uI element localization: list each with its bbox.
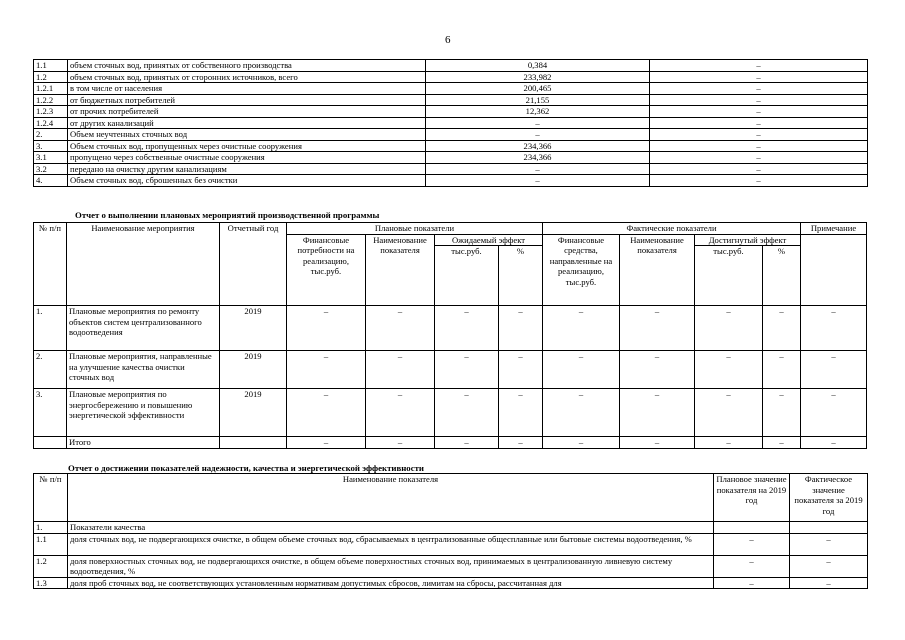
- col-achieved: Достигнутый эффект: [695, 234, 801, 246]
- row-fact-value: –: [650, 71, 868, 83]
- table-row: [34, 117, 868, 129]
- row-num: [34, 437, 67, 449]
- row-num: 4.: [34, 175, 68, 187]
- row-name: в том числе от населения: [68, 83, 426, 95]
- row-dash: –: [366, 437, 435, 449]
- table-row: [34, 351, 867, 389]
- row-fact-value: –: [650, 94, 868, 106]
- row-year: 2019: [220, 306, 287, 351]
- row-num: 3.2: [34, 163, 68, 175]
- row-dash: –: [499, 351, 543, 389]
- col-ind-name-2: Наименование показателя: [620, 234, 695, 306]
- row-num: 1.1: [34, 533, 68, 555]
- row-plan-value: [714, 522, 790, 534]
- row-dash: –: [695, 306, 763, 351]
- table-row: [34, 522, 868, 534]
- row-dash: –: [801, 437, 867, 449]
- row-year: 2019: [220, 351, 287, 389]
- table-row: [34, 577, 868, 589]
- row-fact-value: [790, 522, 868, 534]
- row-num: 1.1: [34, 60, 68, 72]
- row-plan-value: –: [714, 533, 790, 555]
- row-dash: –: [695, 351, 763, 389]
- col-expected: Ожидаемый эффект: [435, 234, 543, 246]
- col-name: Наименование мероприятия: [67, 223, 220, 306]
- table-row: [34, 83, 868, 95]
- row-name: Плановые мероприятия, направленные на улучшение качества очистки сточных вод: [67, 351, 220, 389]
- col-achieved-pct: %: [763, 246, 801, 306]
- col-num: № п/п: [34, 474, 68, 522]
- table-row: [34, 106, 868, 118]
- row-plan-value: 0,384: [426, 60, 650, 72]
- row-year: 2019: [220, 389, 287, 437]
- row-num: 1.2.2: [34, 94, 68, 106]
- row-dash: –: [801, 351, 867, 389]
- row-plan-value: 233,982: [426, 71, 650, 83]
- row-name: от бюджетных потребителей: [68, 94, 426, 106]
- table-row: [34, 555, 868, 577]
- row-fact-value: –: [790, 577, 868, 589]
- col-name: Наименование показателя: [68, 474, 714, 522]
- row-dash: –: [763, 437, 801, 449]
- row-num: 1.2.1: [34, 83, 68, 95]
- row-num: 1.2: [34, 555, 68, 577]
- col-note: Примечание: [801, 223, 867, 235]
- row-plan-value: –: [426, 163, 650, 175]
- row-dash: –: [366, 306, 435, 351]
- col-num: № п/п: [34, 223, 67, 306]
- col-year: Отчетный год: [220, 223, 287, 306]
- row-fact-value: –: [650, 175, 868, 187]
- row-plan-value: –: [426, 129, 650, 141]
- row-plan-value: –: [426, 117, 650, 129]
- row-name: Объем сточных вод, пропущенных через очистные сооружения: [68, 140, 426, 152]
- col-note-empty: [801, 234, 867, 306]
- row-fact-value: –: [650, 83, 868, 95]
- program-title: Отчет о выполнении плановых мероприятий производственной программы: [75, 210, 380, 220]
- table-row: [34, 306, 867, 351]
- row-year: [220, 437, 287, 449]
- table-row: [34, 60, 868, 72]
- row-dash: –: [695, 389, 763, 437]
- reliability-table: [33, 473, 868, 589]
- row-dash: –: [620, 306, 695, 351]
- row-num: 1.2.3: [34, 106, 68, 118]
- row-name: пропущено через собственные очистные сооружения: [68, 152, 426, 164]
- volumes-table: [33, 59, 868, 187]
- row-num: 3.: [34, 140, 68, 152]
- row-dash: –: [801, 306, 867, 351]
- row-name: от прочих потребителей: [68, 106, 426, 118]
- table-row: [34, 94, 868, 106]
- row-dash: –: [620, 351, 695, 389]
- row-dash: –: [763, 389, 801, 437]
- row-num: 3.1: [34, 152, 68, 164]
- row-dash: –: [287, 351, 366, 389]
- row-dash: –: [366, 351, 435, 389]
- row-dash: –: [620, 389, 695, 437]
- row-dash: –: [499, 389, 543, 437]
- row-fact-value: –: [650, 129, 868, 141]
- row-fact-value: –: [650, 140, 868, 152]
- program-table: [33, 222, 867, 449]
- row-fact-value: –: [790, 555, 868, 577]
- row-plan-value: –: [426, 175, 650, 187]
- row-dash: –: [543, 389, 620, 437]
- row-dash: –: [435, 389, 499, 437]
- col-ind-name: Наименование показателя: [366, 234, 435, 306]
- col-fin-fact: Финансовые средства, направленные на реализацию, тыс.руб.: [543, 234, 620, 306]
- row-dash: –: [287, 437, 366, 449]
- col-fact: Фактические показатели: [543, 223, 801, 235]
- row-dash: –: [543, 437, 620, 449]
- row-plan-value: 12,362: [426, 106, 650, 118]
- row-name: доля проб сточных вод, не соответствующих установленным нормативам допустимых сбросов, лимитам на сбросы, рассчитанная для: [68, 577, 714, 589]
- col-fin-plan: Финансовые потребности на реализацию, тыс.руб.: [287, 234, 366, 306]
- table-row: [34, 71, 868, 83]
- row-plan-value: 234,366: [426, 152, 650, 164]
- row-dash: –: [763, 306, 801, 351]
- table-row: [34, 140, 868, 152]
- table-row: [34, 175, 868, 187]
- row-fact-value: –: [650, 163, 868, 175]
- row-plan-value: –: [714, 577, 790, 589]
- col-expected-tr: тыс.руб.: [435, 246, 499, 306]
- row-num: 3.: [34, 389, 67, 437]
- reliability-title: Отчет о достижении показателей надежности, качества и энергетической эффективности: [68, 463, 424, 473]
- row-plan-value: 234,366: [426, 140, 650, 152]
- row-dash: –: [801, 389, 867, 437]
- row-dash: –: [435, 306, 499, 351]
- col-fact: Фактическое значение показателя за 2019 год: [790, 474, 868, 522]
- table-row: [34, 163, 868, 175]
- row-dash: –: [287, 389, 366, 437]
- row-name: Показатели качества: [68, 522, 714, 534]
- col-expected-pct: %: [499, 246, 543, 306]
- row-fact-value: –: [650, 106, 868, 118]
- total-row: [34, 437, 867, 449]
- table-row: [34, 389, 867, 437]
- row-num: 1.3: [34, 577, 68, 589]
- row-plan-value: 200,465: [426, 83, 650, 95]
- table-row: [34, 533, 868, 555]
- row-num: 1.: [34, 522, 68, 534]
- row-plan-value: –: [714, 555, 790, 577]
- row-dash: –: [763, 351, 801, 389]
- row-name: Плановые мероприятия по ремонту объектов систем централизованного водоотведения: [67, 306, 220, 351]
- row-dash: –: [435, 351, 499, 389]
- row-name: объем сточных вод, принятых от сторонних источников, всего: [68, 71, 426, 83]
- row-plan-value: 21,155: [426, 94, 650, 106]
- row-name: доля поверхностных сточных вод, не подвергающихся очистке, в общем объеме поверхностных сточных вод, принимаемых в централизованную ливневую систему водоотведения, %: [68, 555, 714, 577]
- row-name: Объем неучтенных сточных вод: [68, 129, 426, 141]
- row-name: объем сточных вод, принятых от собственного производства: [68, 60, 426, 72]
- col-achieved-tr: тыс.руб.: [695, 246, 763, 306]
- row-dash: –: [543, 351, 620, 389]
- row-num: 1.2.4: [34, 117, 68, 129]
- row-num: 1.2: [34, 71, 68, 83]
- row-dash: –: [543, 306, 620, 351]
- table-row: [34, 152, 868, 164]
- row-name: Объем сточных вод, сброшенных без очистки: [68, 175, 426, 187]
- col-plan: Плановое значение показателя на 2019 год: [714, 474, 790, 522]
- row-num: 2.: [34, 129, 68, 141]
- row-dash: –: [499, 437, 543, 449]
- row-fact-value: –: [790, 533, 868, 555]
- total-label: Итого: [67, 437, 220, 449]
- page-number: 6: [445, 34, 451, 46]
- row-name: от других канализаций: [68, 117, 426, 129]
- row-dash: –: [620, 437, 695, 449]
- row-num: 2.: [34, 351, 67, 389]
- row-fact-value: –: [650, 117, 868, 129]
- row-dash: –: [695, 437, 763, 449]
- row-dash: –: [435, 437, 499, 449]
- row-dash: –: [366, 389, 435, 437]
- row-fact-value: –: [650, 152, 868, 164]
- row-num: 1.: [34, 306, 67, 351]
- row-dash: –: [499, 306, 543, 351]
- col-plan: Плановые показатели: [287, 223, 543, 235]
- row-fact-value: –: [650, 60, 868, 72]
- table-row: [34, 129, 868, 141]
- row-name: доля сточных вод, не подвергающихся очистке, в общем объеме сточных вод, сбрасываемых в централизованные общесплавные или бытовые системы водоотведения, %: [68, 533, 714, 555]
- row-dash: –: [287, 306, 366, 351]
- row-name: передано на очистку другим канализациям: [68, 163, 426, 175]
- row-name: Плановые мероприятия по энергосбережению и повышению энергетической эффективности: [67, 389, 220, 437]
